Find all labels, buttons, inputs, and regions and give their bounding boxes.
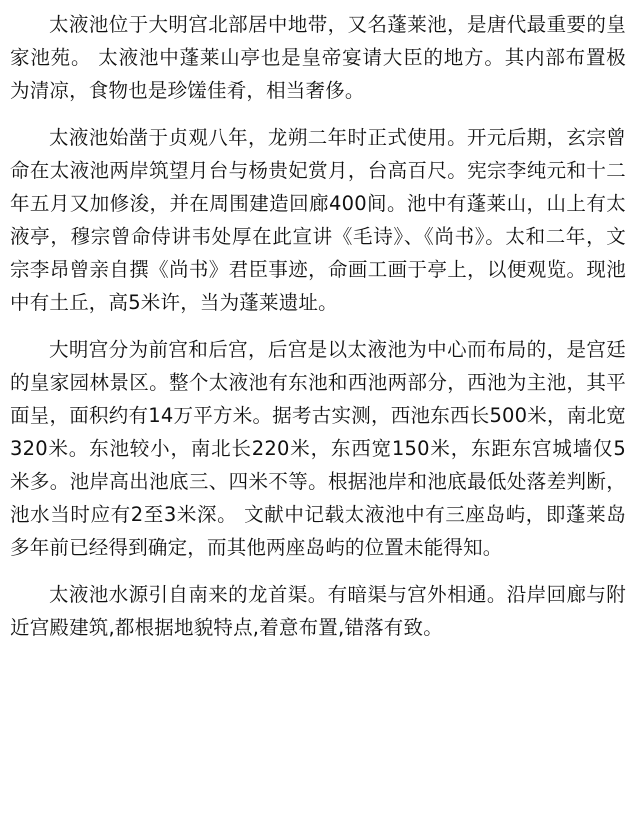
paragraph: 太液池始凿于贞观八年，龙朔二年时正式使用。开元后期，玄宗曾命在太液池两岸筑望月台与杨贵妃赏月，台高百尺。宪宗李纯元和十二年五月又加修浚，并在周围建造回廊400间。池中有蓬莱山，山上有太液亭，穆宗曾命侍讲韦处厚在此宣讲《毛诗》、《尚书》。太和二年，文宗李昂曾亲自撰《尚书》君臣事迹，命画工画于亭上，以便观览。现池中有土丘，高5米许，当为蓬莱遗址。 — [10, 126, 626, 314]
paragraph: 大明宫分为前宫和后宫，后宫是以太液池为中心而布局的，是宫廷的皇家园林景区。整个太液池有东池和西池两部分，西池为主池，其平面呈，面积约有14万平方米。据考古实测，西池东西长500米，南北宽320米。东池较小，南北长220米，东西宽150米，东距东宫城墙仅5米多。池岸高出池底三、四米不等。根据池岸和池底最低处落差判断，池水当时应有2至3米深。 文献中记载太液池中有三座岛屿，即蓬莱岛多年前已经得到确定，而其他两座岛屿的位置未能得知。 — [10, 338, 626, 559]
paragraph: 太液池位于大明宫北部居中地带，又名蓬莱池，是唐代最重要的皇家池苑。 太液池中蓬莱山亭也是皇帝宴请大臣的地方。其内部布置极为清凉，食物也是珍馐佳肴，相当奢侈。 — [10, 13, 626, 102]
paragraph: 太液池水源引自南来的龙首渠。有暗渠与宫外相通。沿岸回廊与附近宫殿建筑,都根据地貌特点,着意布置,错落有致。 — [10, 583, 626, 639]
